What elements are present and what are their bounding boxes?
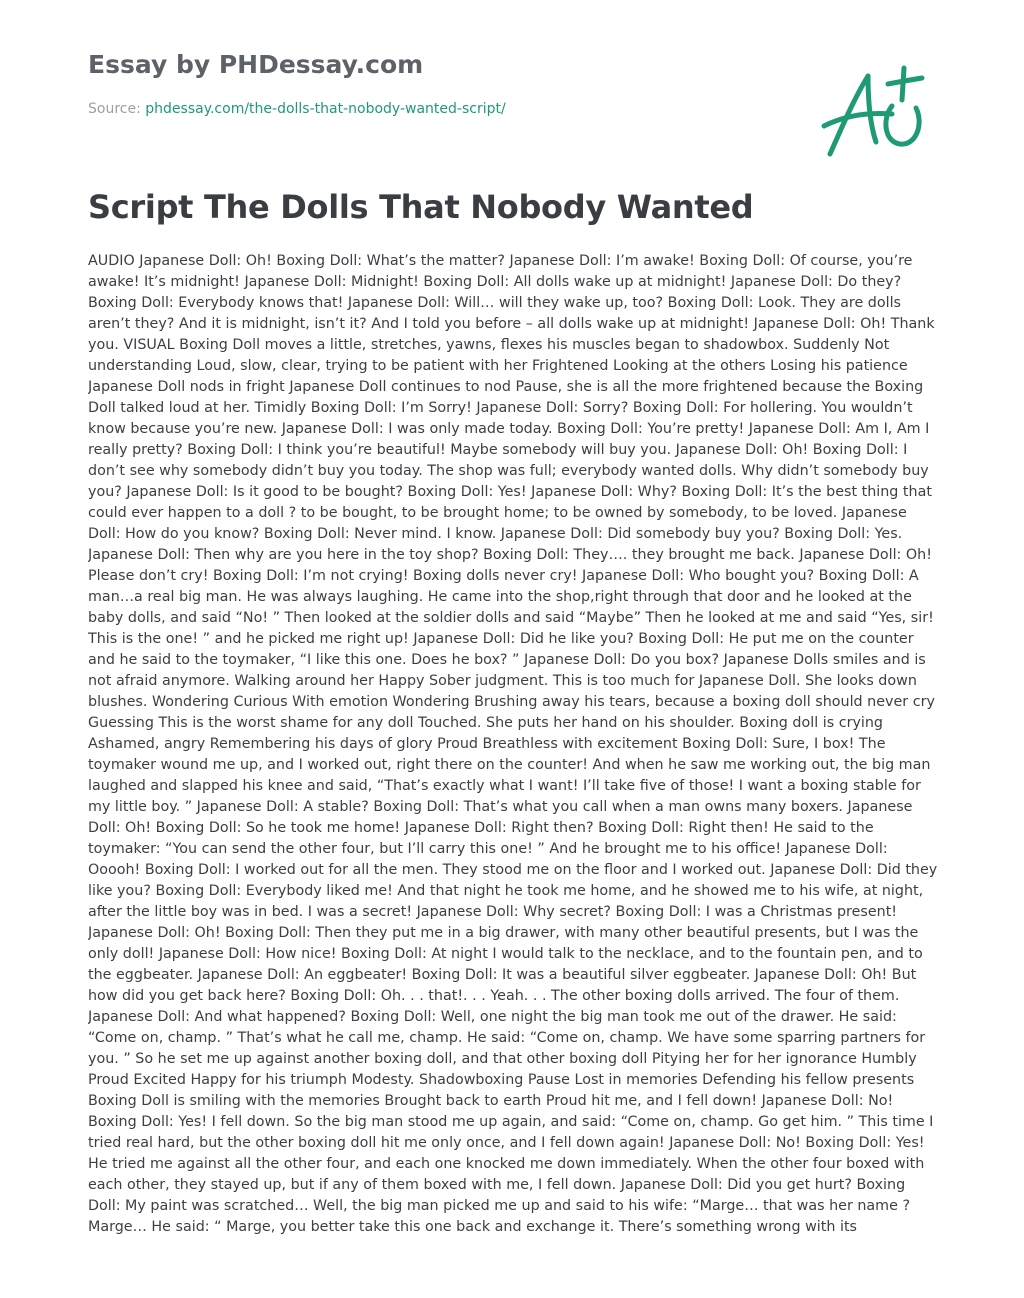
site-brand: Essay by PHDessay.com [88, 50, 424, 79]
essay-body: AUDIO Japanese Doll: Oh! Boxing Doll: What’s the matter? Japanese Doll: I’m awake! Boxing Doll: Of course, you’re awake! It’s midnight! Japanese Doll: Midnight! Boxing Doll: All dolls wake up at midnight! Japanese Doll: Do they? Boxing Doll: Everybody knows that! Japanese Doll: Will… will they wake up, too? Boxing Doll: Look. They are dolls aren’t they? And it is midnight, isn’t it? And I told you before – all dolls wake up at midnight! Japanese Doll: Oh! Thank you. VISUAL Boxing Doll moves a little, stretches, yawns, flexes his muscles began to shadowbox. Suddenly Not understanding Loud, slow, clear, trying to be patient with her Frightened Looking at the others Losing his patience Japanese Doll nods in fright Japanese Doll continues to nod Pause, she is all the more frightened because the Boxing Doll talked loud at her. Timidly Boxing Doll: I’m Sorry! Japanese Doll: Sorry? Boxing Doll: For hollering. You wouldn’t know because you’re new. Japanese Doll: I was only made today. Boxing Doll: You’re pretty! Japanese Doll: Am I, Am I really pretty? Boxing Doll: I think you’re beautiful! Maybe somebody will buy you. Japanese Doll: Oh! Boxing Doll: I don’t see why somebody didn’t buy you today. The shop was full; everybody wanted dolls. Why didn’t somebody buy you? Japanese Doll: Is it good to be bought? Boxing Doll: Yes! Japanese Doll: Why? Boxing Doll: It’s the best thing that could ever happen to a doll ? to be bought, to be brought home; to be owned by somebody, to be loved. Japanese Doll: How do you know? Boxing Doll: Never mind. I know. Japanese Doll: Did somebody buy you? Boxing Doll: Yes. Japanese Doll: Then why are you here in the toy shop? Boxing Doll: They…. they brought me back. Japanese Doll: Oh! Please don’t cry! Boxing Doll: I’m not crying! Boxing dolls never cry! Japanese Doll: Who bought you? Boxing Doll: A man…a real big man. He was always laughing. He came into the shop,right through that door and he looked at the baby dolls, and said “No! ” Then looked at the soldier dolls and said “Maybe” Then he looked at me and said “Yes, sir! This is the one! ” and he picked me right up! Japanese Doll: Did he like you? Boxing Doll: He put me on the counter and he said to the toymaker, “I like this one. Does he box? ” Japanese Doll: Do you box? Japanese Dolls smiles and is not afraid anymore. Walking around her Happy Sober judgment. This is too much for Japanese Doll. She looks down blushes. Wondering Curious With emotion Wondering Brushing away his tears, because a boxing doll should never cry Guessing This is the worst shame for any doll Touched. She puts her hand on his shoulder. Boxing doll is crying Ashamed, angry Remembering his days of glory Proud Breathless with excitement Boxing Doll: Sure, I box! The toymaker wound me up, and I worked out, right there on the counter! And when he saw me working out, the big man laughed and slapped his knee and said, “That’s exactly what I want! I’ll take five of those! I want a boxing stable for my little boy. ” Japanese Doll: A stable? Boxing Doll: That’s what you call when a man owns many boxers. Japanese Doll: Oh! Boxing Doll: So he took me home! Japanese Doll: Right then? Boxing Doll: Right then! He said to the toymaker: “You can send the other four, but I’ll carry this one! ” And he brought me to his office! Japanese Doll: Ooooh! Boxing Doll: I worked out for all the men. They stood me on the floor and I worked out. Japanese Doll: Did they like you? Boxing Doll: Everybody liked me! And that night he took me home, and he showed me to his wife, at night, after the little boy was in bed. I was a secret! Japanese Doll: Why secret? Boxing Doll: I was a Christmas present! Japanese Doll: Oh! Boxing Doll: Then they put me in a big drawer, with many other beautiful presents, but I was the only doll! Japanese Doll: How nice! Boxing Doll: At night I would talk to the necklace, and to the fountain pen, and to the eggbeater. Japanese Doll: An eggbeater! Boxing Doll: It was a beautiful silver eggbeater. Japanese Doll: Oh! But how did you get back here? Boxing Doll: Oh. . . that!. . . Yeah. . . The other boxing dolls arrived. The four of them. Japanese Doll: And what happened? Boxing Doll: Well, one night the big man took me out of the drawer. He said: “Come on, champ. ” That’s what he call me, champ. He said: “Come on, champ. We have some sparring partners for you. ” So he set me up against another boxing doll, and that other boxing doll Pitying her for her ignorance Humbly Proud Excited Happy for his triumph Modesty. Shadowboxing Pause Lost in memories Defending his fellow presents Boxing Doll is smiling with the memories Brought back to earth Proud hit me, and I fell down! Japanese Doll: No! Boxing Doll: Yes! I fell down. So the big man stood me up again, and said: “Come on, champ. Go get him. ” This time I tried real hard, but the other boxing doll hit me only once, and I fell down again! Japanese Doll: No! Boxing Doll: Yes! He tried me against all the other four, and each one knocked me down immediately. When the other four boxed with each other, they stayed up, but if any of them boxed with me, I fell down. Japanese Doll: Did you get hurt? Boxing Doll: My paint was scratched… Well, the big man picked me up and said to his wife: “Marge… that was her name ? Marge… He said: “ Marge, you better take this one back and exchange it. There’s something wrong with its [88, 253, 938, 1235]
source-line [88, 101, 506, 117]
source-link[interactable]: phdessay.com/the-dolls-that-nobody-wanted-script/ [145, 101, 506, 117]
source-label: Source: [88, 101, 146, 117]
page-title: Script The Dolls That Nobody Wanted [88, 188, 754, 226]
a-plus-grade-icon [818, 62, 930, 162]
